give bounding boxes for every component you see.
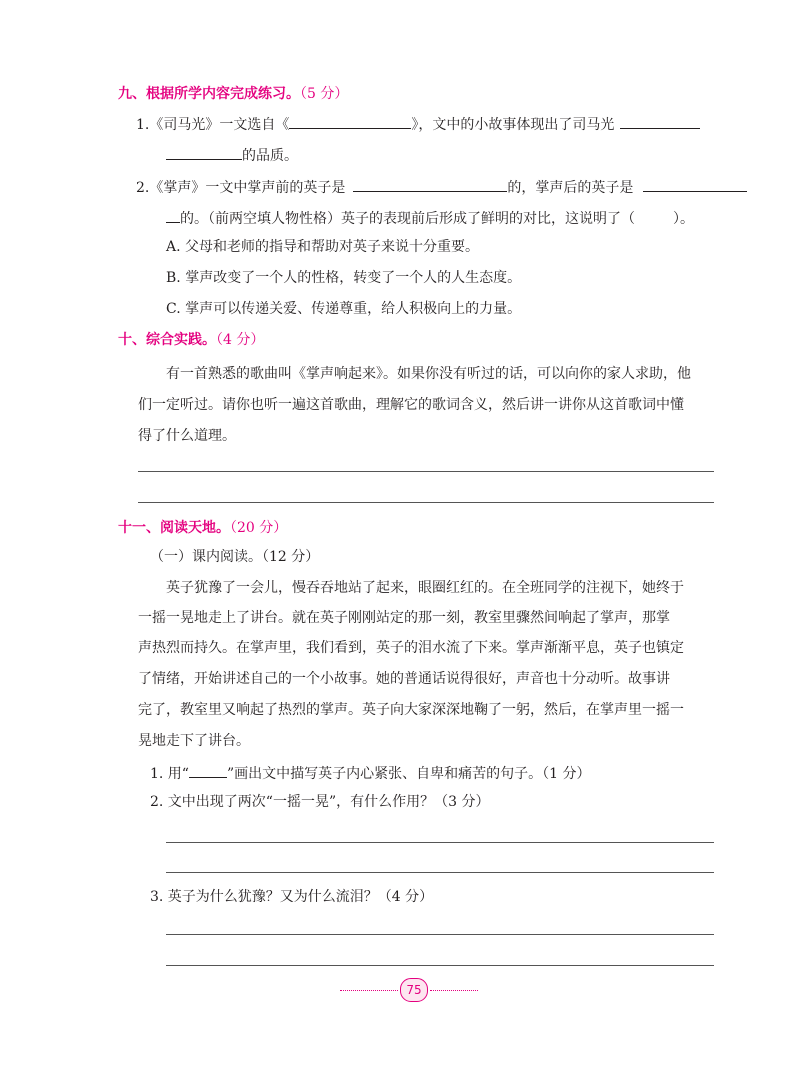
- s11-passage-line-2: 一摇一晃地走上了讲台。就在英子刚刚站定的那一刻，教室里骤然间响起了掌声，那掌: [138, 610, 670, 626]
- s10-answer-line-1[interactable]: [138, 471, 714, 472]
- section-11-title-text: 十一、阅读天地。: [118, 520, 230, 536]
- section-9-title-text: 九、根据所学内容完成练习。: [118, 86, 300, 102]
- s11-q1-text-1: 1. 用“: [150, 766, 189, 782]
- s9-question-1-cont: [166, 144, 298, 166]
- s11-passage-line-6: 晃地走下了讲台。: [138, 733, 250, 749]
- s11-q1-text-2: ”画出文中描写英子内心紧张、自卑和痛苦的句子。（1 分）: [226, 766, 591, 782]
- s9-q1-blank-3[interactable]: [166, 144, 242, 160]
- section-10-title: [118, 330, 264, 350]
- s9-option-b: B. 掌声改变了一个人的性格，转变了一个人的人生态度。: [166, 270, 522, 286]
- s11-passage-line-1: 英子犹豫了一会儿，慢吞吞地站了起来，眼圈红红的。在全班同学的注视下，她终于: [166, 580, 684, 596]
- s11-q2-answer-line-2[interactable]: [166, 872, 714, 873]
- s9-q1-blank-2[interactable]: [620, 113, 700, 129]
- s11-q2-answer-line-1[interactable]: [166, 842, 714, 843]
- section-10-title-text: 十、综合实践。: [118, 332, 216, 348]
- s10-text-line-3: 得了什么道理。: [138, 428, 236, 444]
- s9-q2-text-3: 的。（前两空填人物性格）英子的表现前后形成了鲜明的对比，这说明了（: [180, 211, 635, 227]
- s11-question-3: 3. 英子为什么犹豫？又为什么流泪？（4 分）: [150, 889, 434, 905]
- s9-q1-text-1: 1.《司马光》一文选自《: [136, 117, 290, 133]
- s11-question-1: [150, 762, 590, 784]
- s11-subtitle: （一）课内阅读。（12 分）: [150, 549, 320, 565]
- s9-question-2-cont: [166, 207, 694, 229]
- s9-q1-blank-1[interactable]: [289, 113, 411, 129]
- s9-q2-blank-1[interactable]: [353, 176, 507, 192]
- section-11-title: [118, 518, 287, 538]
- s10-text-line-2: 们一定听过。请你也听一遍这首歌曲，理解它的歌词含义，然后讲一讲你从这首歌词中懂: [138, 397, 684, 413]
- s9-q2-blank-2[interactable]: [643, 176, 747, 192]
- s10-answer-line-2[interactable]: [138, 502, 714, 503]
- s9-q2-text-2: 的，掌声后的英子是: [507, 180, 634, 196]
- section-10-score: （4 分）: [216, 332, 265, 348]
- s9-question-1: [136, 113, 700, 135]
- s9-q1-text-3: 的品质。: [242, 148, 298, 164]
- s11-q1-underline-sample: [189, 762, 227, 778]
- footer-dotted-rule-left: [340, 990, 398, 991]
- s9-option-a: A. 父母和老师的指导和帮助对英子来说十分重要。: [166, 239, 480, 255]
- s11-passage-line-4: 了情绪，开始讲述自己的一个小故事。她的普通话说得很好，声音也十分动听。故事讲: [138, 671, 670, 687]
- s9-q2-text-1: 2.《掌声》一文中掌声前的英子是: [136, 180, 346, 196]
- s11-question-2: 2. 文中出现了两次“一摇一晃”，有什么作用？（3 分）: [150, 794, 490, 810]
- s9-q2-text-4: ）。: [673, 211, 694, 227]
- section-9-score: （5 分）: [300, 86, 349, 102]
- s11-q3-answer-line-1[interactable]: [166, 934, 714, 935]
- s9-option-c: C. 掌声可以传递关爱、传递尊重，给人积极向上的力量。: [166, 301, 522, 317]
- page-number: 75: [400, 978, 428, 1002]
- s11-passage-line-3: 声热烈而持久。在掌声里，我们看到，英子的泪水流了下来。掌声渐渐平息，英子也镇定: [138, 640, 684, 656]
- section-11-score: （20 分）: [230, 520, 288, 536]
- footer-dotted-rule-right: [430, 990, 478, 991]
- section-9-title: [118, 84, 348, 104]
- s10-text-line-1: 有一首熟悉的歌曲叫《掌声响起来》。如果你没有听过的话，可以向你的家人求助，他: [166, 366, 691, 382]
- s9-q1-text-2: 》，文中的小故事体现出了司马光: [411, 117, 615, 133]
- s11-q3-answer-line-2[interactable]: [166, 965, 714, 966]
- s9-q2-blank-3[interactable]: [166, 207, 180, 223]
- s9-question-2: [136, 176, 747, 198]
- s11-passage-line-5: 完了，教室里又响起了热烈的掌声。英子向大家深深地鞠了一躬，然后，在掌声里一摇一: [138, 702, 684, 718]
